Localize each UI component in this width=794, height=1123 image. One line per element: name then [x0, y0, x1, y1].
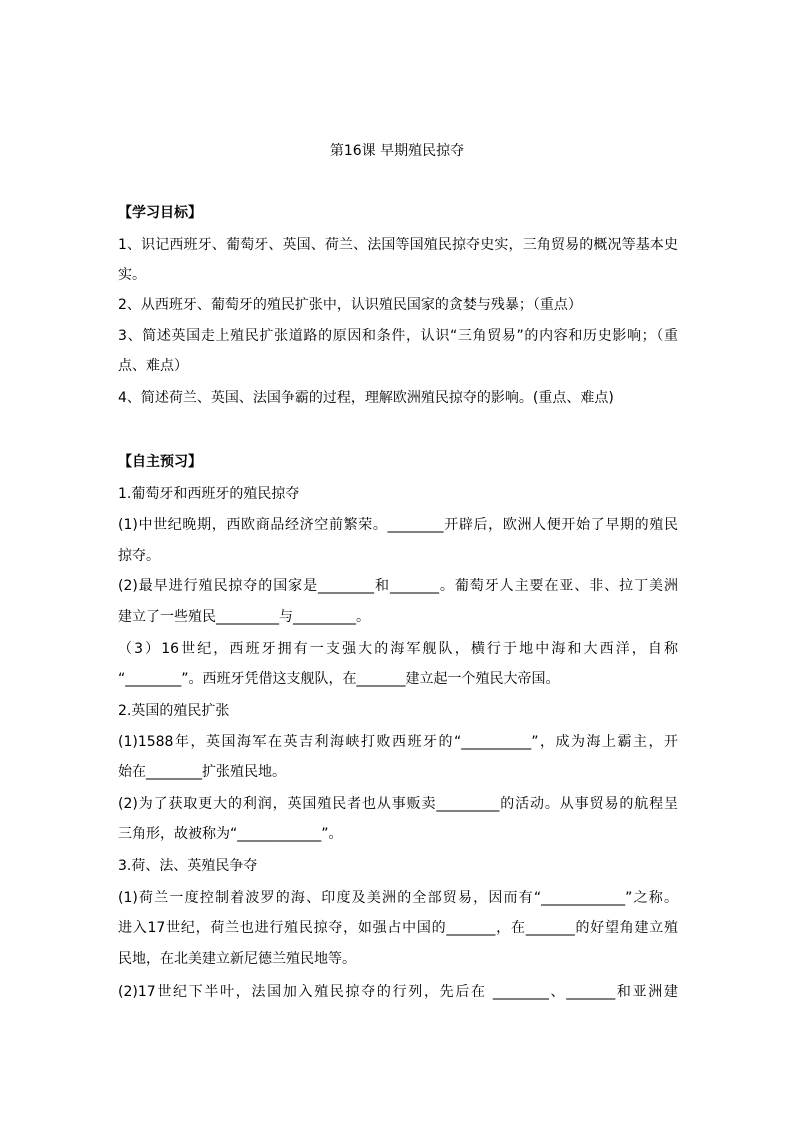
- preview-line: (1)荷兰一度控制着波罗的海、印度及美洲的全部贸易，因而有“____________”之称。: [118, 890, 678, 906]
- preview-line: “________”。西班牙凭借这支舰队，在_______建立起一个殖民大帝国。: [118, 671, 560, 687]
- preview-line: 掠夺。: [118, 548, 160, 564]
- preview-line: （3）16世纪，西班牙拥有一支强大的海军舰队，横行于地中海和大西洋，自称: [118, 641, 678, 657]
- preview-line: (2)为了获取更大的利润，英国殖民者也从事贩卖_________的活动。从事贸易的航程呈: [118, 796, 678, 812]
- preview-line: (2)17世纪下半叶，法国加入殖民掠夺的行列，先后在 ________、_______和亚洲建: [118, 984, 678, 1000]
- goal-line: 1、识记西班牙、葡萄牙、英国、荷兰、法国等国殖民掠夺史实，三角贸易的概况等基本史: [118, 237, 678, 253]
- goal-line: 点、难点）: [118, 358, 188, 374]
- preview-line: 三角形，故被称为“____________”。: [118, 826, 343, 842]
- preview-subheading: 1.葡萄牙和西班牙的殖民掠夺: [118, 486, 300, 502]
- preview-line: 建立了一些殖民_________与_________。: [118, 609, 370, 625]
- lesson-title: 第16课 早期殖民掠夺: [329, 143, 465, 159]
- preview-line: 始在________扩张殖民地。: [118, 764, 286, 780]
- goal-line: 2、从西班牙、葡萄牙的殖民扩张中，认识殖民国家的贪婪与残暴；（重点）: [118, 297, 582, 313]
- goal-line: 4、简述荷兰、英国、法国争霸的过程，理解欧洲殖民掠夺的影响。(重点、难点): [118, 390, 614, 406]
- preview-line: (1)1588年，英国海军在英吉利海峡打败西班牙的“__________”，成为海上霸主，开: [118, 734, 678, 750]
- preview-line: (2)最早进行殖民掠夺的国家是________和_______。葡萄牙人主要在亚、非、拉丁美洲: [118, 578, 678, 594]
- preview-line: 民地，在北美建立新尼德兰殖民地等。: [118, 951, 356, 967]
- goals-heading: 【学习目标】: [118, 205, 202, 221]
- preview-subheading: 2.英国的殖民扩张: [118, 703, 230, 719]
- preview-line: 进入17世纪，荷兰也进行殖民掠夺，如强占中国的_______，在_______的好望角建立殖: [118, 920, 678, 936]
- preview-heading: 【自主预习】: [118, 454, 202, 470]
- goal-line: 3、简述英国走上殖民扩张道路的原因和条件，认识“三角贸易”的内容和历史影响；（重: [118, 328, 678, 344]
- preview-line: (1)中世纪晚期，西欧商品经济空前繁荣。________开辟后，欧洲人便开始了早期的殖民: [118, 517, 678, 533]
- preview-subheading: 3.荷、法、英殖民争夺: [118, 858, 258, 874]
- goal-line: 实。: [118, 267, 146, 283]
